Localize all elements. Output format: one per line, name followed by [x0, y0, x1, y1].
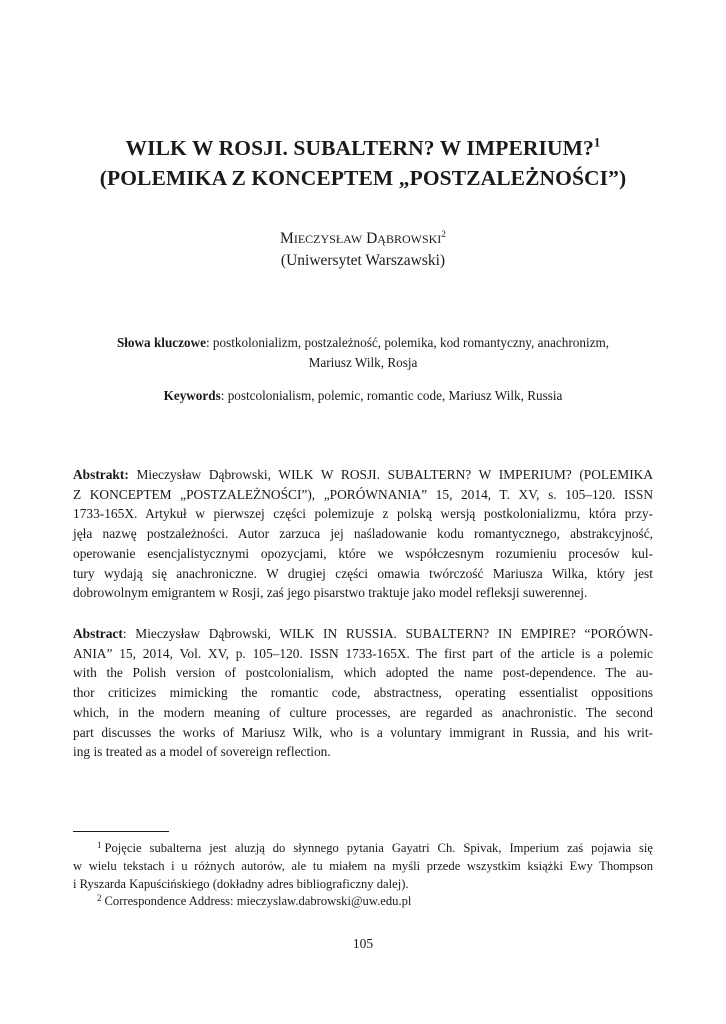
- author-first-initial: M: [280, 230, 294, 247]
- abstract-english-line: [73, 624, 653, 644]
- title-line-1-text: WILK W ROSJI. SUBALTERN? W IMPERIUM?: [125, 136, 594, 160]
- abstract-polish-line: operowanie esencjalistycznymi opozycjami, które we współczesnym rozumieniu procesów kul-: [73, 545, 653, 561]
- abstract-english-line-text: : Mieczysław Dąbrowski, WILK IN RUSSIA. SUBALTERN? IN EMPIRE? “PORÓWN-: [122, 626, 653, 641]
- footnote-1-line: i Ryszarda Kapuścińskiego (dokładny adres bibliograficzny dalej).: [73, 876, 409, 891]
- footnote-divider: [73, 831, 169, 832]
- page-number: 105: [352, 936, 374, 951]
- author-first-rest: IECZYSŁAW: [293, 232, 363, 246]
- abstract-polish-line: jęła nazwę postzależności. Autor zarzuca jej naśladowanie kodu romantycznego, abstrakcyjność,: [73, 526, 653, 542]
- footnote-2-text[interactable]: Correspondence Address: mieczyslaw.dabrowski@uw.edu.pl: [104, 894, 412, 908]
- author-last-rest: ĄBROWSKI: [377, 232, 442, 246]
- abstract-english-line: thor criticizes mimicking the romantic code, abstractness, operating essentialist oppositions: [73, 685, 653, 701]
- abstract-polish-line: Z KONCEPTEM „POSTZALEŻNOŚCI”), „PORÓWNANIA” 15, 2014, T. XV, s. 105–120. ISSN: [73, 486, 653, 502]
- abstract-polish: [73, 465, 653, 603]
- title-line-1: [40, 133, 686, 163]
- footnote-2: [73, 893, 653, 911]
- footnote-1-line-text: Pojęcie subalterna jest aluzją do słynnego pytania Gayatri Ch. Spivak, Imperium zaś pojawia się: [104, 841, 653, 855]
- keywords-polish-text: : postkolonializm, postzależność, polemika, kod romantyczny, anachronizm,: [205, 335, 610, 350]
- article-title: [40, 133, 686, 193]
- author-block: [40, 228, 686, 272]
- footnote-1: [73, 840, 653, 893]
- footnote-2-mark: 2: [97, 892, 102, 903]
- keywords-english-line: [70, 386, 656, 406]
- abstract-polish-line: tury wydają się anachroniczne. W drugiej części omawia twórczość Mariusza Wilka, który jest: [73, 565, 653, 581]
- keywords-english: [70, 386, 656, 406]
- keywords-polish-label: Słowa kluczowe: [116, 335, 206, 350]
- abstract-english-label: Abstract: [73, 626, 123, 641]
- keywords-english-text: : postcolonialism, polemic, romantic code, Mariusz Wilk, Russia: [220, 388, 563, 403]
- abstract-english-line: which, in the modern meaning of culture processes, are regarded as anachronistic. The second: [73, 704, 653, 720]
- abstract-english: [73, 624, 653, 762]
- keywords-polish: [70, 333, 656, 372]
- footnote-1-line: w wielu tekstach i u różnych autorów, ale tu miałem na myśli przede wszystkim książki Ewy Thompson: [73, 858, 653, 873]
- abstract-english-line: ing is treated as a model of sovereign reflection.: [73, 744, 331, 760]
- abstract-polish-line: [73, 465, 653, 485]
- abstract-polish-line: 1733-165X. Artykuł w pierwszej części polemizuje z polską wersją postkolonializmu, która przy-: [73, 506, 653, 522]
- abstract-english-line: ANIA” 15, 2014, Vol. XV, p. 105–120. ISSN 1733-165X. The first part of the article is a polemic: [73, 645, 653, 661]
- footnote-1-mark: 1: [97, 839, 102, 850]
- footnote-2-line: [73, 893, 653, 911]
- abstract-polish-line-text: Mieczysław Dąbrowski, WILK W ROSJI. SUBALTERN? W IMPERIUM? (POLEMIKA: [128, 467, 653, 482]
- abstract-english-line: with the Polish version of postcolonialism, which adopted the name post-dependence. The au-: [73, 665, 653, 681]
- abstract-polish-line: dobrowolnym emigrantem w Rosji, zaś jego pisarstwo traktuje jako model refleksji suwerennej.: [73, 585, 588, 601]
- title-line-2: (POLEMIKA Z KONCEPTEM „POSTZALEŻNOŚCI”): [99, 166, 627, 190]
- keywords-polish-line-2: Mariusz Wilk, Rosja: [308, 354, 418, 370]
- abstract-polish-label: Abstrakt:: [73, 467, 129, 482]
- footnote-1-line: [73, 840, 653, 858]
- keywords-polish-line-1: [70, 333, 656, 353]
- footnote-ref-2[interactable]: 2: [441, 229, 446, 240]
- abstract-english-line: part discusses the works of Mariusz Wilk, who is a voluntary immigrant in Russia, and his writ-: [73, 724, 653, 740]
- author-last-initial: D: [366, 230, 378, 247]
- author-name: [280, 230, 446, 247]
- keywords-english-label: Keywords: [163, 388, 221, 403]
- footnote-ref-1[interactable]: 1: [593, 135, 601, 150]
- author-affiliation: (Uniwersytet Warszawski): [280, 252, 446, 269]
